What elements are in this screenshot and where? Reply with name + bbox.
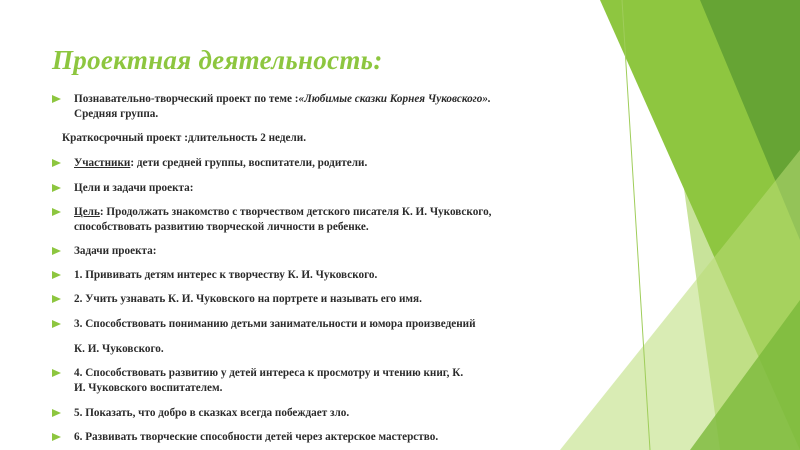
- list-item: 6. Развивать творческие способности детей через актерское мастерство.: [52, 430, 592, 445]
- bullet-arrow-icon: [52, 159, 61, 167]
- list-item: Цель: Продолжать знакомство с творчеством детского писателя К. И. Чуковского, способствовать развитию творческой личности в ребенке.: [52, 205, 592, 235]
- bullet-arrow-icon: [52, 208, 61, 216]
- list-item: Участники: дети средней группы, воспитатели, родители.: [52, 156, 592, 171]
- bullet-arrow-icon: [52, 271, 61, 279]
- list-item: К. И. Чуковского.: [74, 343, 164, 355]
- list-item: 1. Прививать детям интерес к творчеству К. И. Чуковского.: [52, 268, 592, 283]
- slide-title: Проектная деятельность:: [52, 45, 383, 75]
- bullet-arrow-icon: [52, 409, 61, 417]
- list-item: Краткосрочный проект :длительность 2 недели.: [62, 132, 306, 144]
- list-item: 5. Показать, что добро в сказках всегда побеждает зло.: [52, 406, 592, 421]
- bullet-arrow-icon: [52, 247, 61, 255]
- bullet-arrow-icon: [52, 369, 61, 377]
- bullet-arrow-icon: [52, 433, 61, 441]
- list-item: Познавательно-творческий проект по теме :«Любимые сказки Корнея Чуковского». Средняя группа.: [52, 92, 592, 122]
- bullet-arrow-icon: [52, 184, 61, 192]
- bullet-arrow-icon: [52, 95, 61, 103]
- list-item: Цели и задачи проекта:: [52, 181, 592, 196]
- list-item: 4. Способствовать развитию у детей интереса к просмотру и чтению книг, К. И. Чуковского воспитателем.: [52, 366, 592, 396]
- list-item: 3. Способствовать пониманию детьми занимательности и юмора произведений: [52, 317, 592, 332]
- list-item: 2. Учить узнавать К. И. Чуковского на портрете и называть его имя.: [52, 292, 592, 307]
- bullet-arrow-icon: [52, 295, 61, 303]
- bullet-arrow-icon: [52, 320, 61, 328]
- list-item: Задачи проекта:: [52, 244, 592, 259]
